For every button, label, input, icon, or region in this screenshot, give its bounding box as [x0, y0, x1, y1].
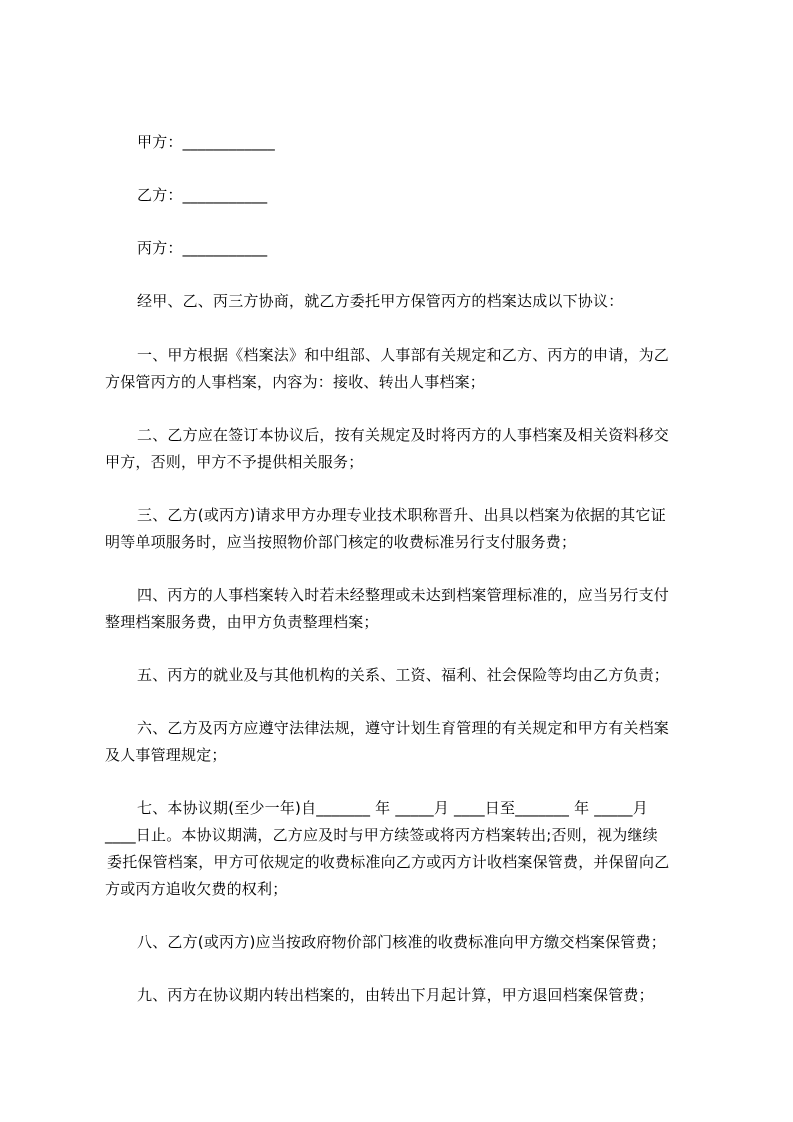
party-c-label: 丙方：	[137, 239, 183, 257]
clause-1-line-1: 一、甲方根据《档案法》和中组部、人事部有关规定和乙方、丙方的申请，为乙	[137, 346, 670, 364]
clause-5-line-1: 五、丙方的就业及与其他机构的关系、工资、福利、社会保险等均由乙方负责；	[137, 666, 670, 684]
clause-6-line-2: 及人事管理规定；	[105, 746, 227, 764]
clause-3-line-1: 三、乙方(或丙方)请求甲方办理专业技术职称晋升、出具以档案为依据的其它证	[137, 506, 666, 524]
party-a-blank: ____________	[182, 133, 276, 151]
clause-2-line-2: 甲方，否则，甲方不予提供相关服务；	[105, 453, 364, 471]
clause-7-line-1: 七、本协议期(至少一年)自_______ 年 _____月 ____日至_______ 年 _____月	[137, 799, 648, 817]
clause-9-line-1: 九、丙方在协议期内转出档案的，由转出下月起计算，甲方退回档案保管费；	[137, 986, 654, 1004]
clause-7-line-2: ____日止。本协议期满，乙方应及时与甲方续签或将丙方档案转出;否则，视为继续	[105, 826, 658, 844]
party-b-blank: ___________	[182, 186, 268, 204]
clause-7-line-4: 方或丙方追收欠费的权利；	[105, 880, 288, 898]
party-c-line	[137, 238, 267, 258]
party-b-label: 乙方：	[137, 186, 183, 204]
party-c-blank: ___________	[182, 239, 268, 257]
intro-paragraph: 经甲、乙、丙三方协商，就乙方委托甲方保管丙方的档案达成以下协议：	[137, 292, 624, 310]
clause-4-line-1: 四、丙方的人事档案转入时若未经整理或未达到档案管理标准的，应当另行支付	[137, 586, 670, 604]
clause-8-line-1: 八、乙方(或丙方)应当按政府物价部门核准的收费标准向甲方缴交档案保管费；	[137, 933, 666, 951]
party-a-line	[137, 132, 275, 152]
party-b-line	[137, 185, 267, 205]
clause-6-line-1: 六、乙方及丙方应遵守法律法规，遵守计划生育管理的有关规定和甲方有关档案	[137, 719, 670, 737]
party-a-label: 甲方：	[137, 133, 183, 151]
clause-3-line-2: 明等单项服务时，应当按照物价部门核定的收费标准另行支付服务费；	[105, 533, 577, 551]
clause-7-line-3: 委托保管档案，甲方可依规定的收费标准向乙方或丙方计收档案保管费，并保留向乙	[107, 853, 670, 871]
clause-2-line-1: 二、乙方应在签订本协议后，按有关规定及时将丙方的人事档案及相关资料移交	[137, 426, 670, 444]
clause-4-line-2: 整理档案服务费，由甲方负责整理档案；	[105, 613, 379, 631]
clause-1-line-2: 方保管丙方的人事档案，内容为：接收、转出人事档案；	[105, 373, 486, 391]
